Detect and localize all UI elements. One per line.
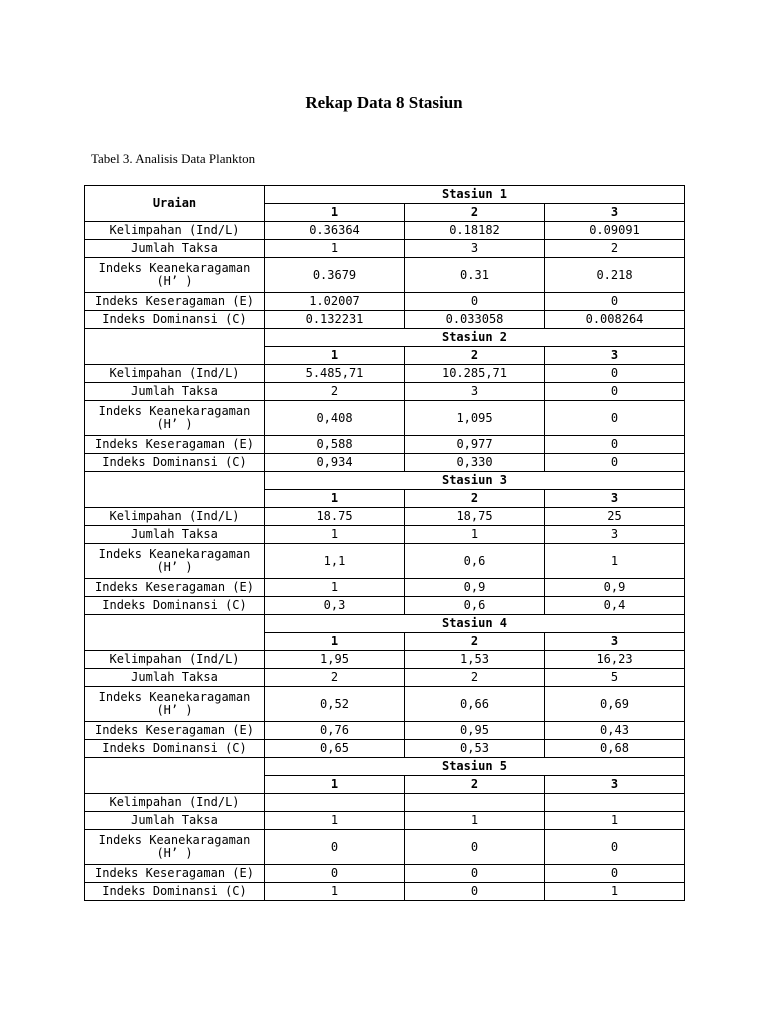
table-row	[85, 865, 685, 883]
value-cell: 0.09091	[545, 222, 685, 240]
value-cell: 0,52	[265, 687, 405, 722]
value-cell: 1	[265, 579, 405, 597]
station-name: Stasiun 4	[265, 615, 685, 633]
empty-header-cell	[85, 472, 265, 508]
value-cell: 1	[545, 544, 685, 579]
row-label: Jumlah Taksa	[85, 240, 265, 258]
value-cell: 0	[545, 436, 685, 454]
value-cell: 1,1	[265, 544, 405, 579]
row-label: Indeks Keseragaman (E)	[85, 865, 265, 883]
table-row	[85, 651, 685, 669]
value-cell: 0.132231	[265, 311, 405, 329]
table-row	[85, 830, 685, 865]
table-row	[85, 222, 685, 240]
value-cell: 1,095	[405, 401, 545, 436]
value-cell: 0.033058	[405, 311, 545, 329]
value-cell: 0,6	[405, 597, 545, 615]
value-cell: 2	[265, 383, 405, 401]
value-cell: 2	[265, 669, 405, 687]
value-cell: 0	[545, 830, 685, 865]
table-row	[85, 240, 685, 258]
table-row	[85, 526, 685, 544]
value-cell: 0,3	[265, 597, 405, 615]
station-name: Stasiun 3	[265, 472, 685, 490]
value-cell: 0	[545, 401, 685, 436]
column-number: 3	[545, 490, 685, 508]
value-cell: 1	[265, 883, 405, 901]
value-cell: 0,65	[265, 740, 405, 758]
row-label: Kelimpahan (Ind/L)	[85, 651, 265, 669]
table-row	[85, 293, 685, 311]
value-cell: 0	[545, 454, 685, 472]
row-label: Indeks Keanekaragaman (H’ )	[85, 830, 265, 865]
value-cell: 0.008264	[545, 311, 685, 329]
value-cell: 0,43	[545, 722, 685, 740]
row-label: Kelimpahan (Ind/L)	[85, 794, 265, 812]
value-cell: 0,95	[405, 722, 545, 740]
column-number: 2	[405, 204, 545, 222]
value-cell: 0,977	[405, 436, 545, 454]
table-row	[85, 740, 685, 758]
value-cell	[545, 794, 685, 812]
table-row	[85, 794, 685, 812]
column-number: 1	[265, 633, 405, 651]
value-cell: 1	[265, 526, 405, 544]
table-row	[85, 687, 685, 722]
value-cell: 1	[265, 812, 405, 830]
uraian-header: Uraian	[85, 186, 265, 222]
column-number: 2	[405, 490, 545, 508]
value-cell: 0	[405, 865, 545, 883]
column-number: 2	[405, 776, 545, 794]
table-row	[85, 508, 685, 526]
row-label: Kelimpahan (Ind/L)	[85, 508, 265, 526]
value-cell: 3	[545, 526, 685, 544]
value-cell: 0,934	[265, 454, 405, 472]
value-cell: 1	[405, 526, 545, 544]
station-header-row	[85, 615, 685, 633]
value-cell: 1	[265, 240, 405, 258]
value-cell: 0,9	[545, 579, 685, 597]
row-label: Indeks Dominansi (C)	[85, 883, 265, 901]
table-row	[85, 258, 685, 293]
empty-header-cell	[85, 329, 265, 365]
table-row	[85, 383, 685, 401]
value-cell	[405, 794, 545, 812]
row-label: Indeks Keanekaragaman (H’ )	[85, 687, 265, 722]
value-cell: 0,68	[545, 740, 685, 758]
column-number: 3	[545, 776, 685, 794]
empty-header-cell	[85, 758, 265, 794]
station-header-row	[85, 758, 685, 776]
value-cell: 0,53	[405, 740, 545, 758]
column-number: 1	[265, 347, 405, 365]
value-cell: 16,23	[545, 651, 685, 669]
value-cell: 5	[545, 669, 685, 687]
row-label: Indeks Dominansi (C)	[85, 311, 265, 329]
column-number: 1	[265, 490, 405, 508]
row-label: Indeks Dominansi (C)	[85, 454, 265, 472]
column-number: 3	[545, 633, 685, 651]
value-cell: 1	[545, 812, 685, 830]
empty-header-cell	[85, 615, 265, 651]
value-cell: 0	[405, 830, 545, 865]
value-cell: 0	[545, 865, 685, 883]
table-row	[85, 365, 685, 383]
value-cell: 0.3679	[265, 258, 405, 293]
value-cell: 18.75	[265, 508, 405, 526]
value-cell: 0,66	[405, 687, 545, 722]
table-row	[85, 544, 685, 579]
row-label: Indeks Keseragaman (E)	[85, 722, 265, 740]
value-cell: 0	[265, 830, 405, 865]
row-label: Indeks Dominansi (C)	[85, 597, 265, 615]
value-cell: 0,6	[405, 544, 545, 579]
value-cell: 25	[545, 508, 685, 526]
value-cell	[265, 794, 405, 812]
table-row	[85, 883, 685, 901]
row-label: Indeks Keseragaman (E)	[85, 436, 265, 454]
row-label: Jumlah Taksa	[85, 669, 265, 687]
table-caption: Tabel 3. Analisis Data Plankton	[91, 151, 256, 166]
value-cell: 0,9	[405, 579, 545, 597]
row-label: Kelimpahan (Ind/L)	[85, 222, 265, 240]
value-cell: 1	[405, 812, 545, 830]
value-cell: 0.31	[405, 258, 545, 293]
column-number: 2	[405, 633, 545, 651]
page-title: Rekap Data 8 Stasiun	[305, 93, 463, 112]
value-cell: 1.02007	[265, 293, 405, 311]
value-cell: 1,53	[405, 651, 545, 669]
value-cell: 5.485,71	[265, 365, 405, 383]
row-label: Jumlah Taksa	[85, 383, 265, 401]
table-row	[85, 812, 685, 830]
station-name: Stasiun 2	[265, 329, 685, 347]
column-number: 1	[265, 776, 405, 794]
value-cell: 0	[545, 293, 685, 311]
row-label: Jumlah Taksa	[85, 526, 265, 544]
value-cell: 0,76	[265, 722, 405, 740]
value-cell: 3	[405, 240, 545, 258]
value-cell: 0,4	[545, 597, 685, 615]
station-header-row	[85, 186, 685, 204]
value-cell: 2	[405, 669, 545, 687]
value-cell: 0	[405, 883, 545, 901]
table-row	[85, 401, 685, 436]
row-label: Indeks Keseragaman (E)	[85, 579, 265, 597]
table-row	[85, 311, 685, 329]
row-label: Indeks Dominansi (C)	[85, 740, 265, 758]
value-cell: 0,330	[405, 454, 545, 472]
value-cell: 3	[405, 383, 545, 401]
value-cell: 10.285,71	[405, 365, 545, 383]
table-row	[85, 454, 685, 472]
table-row	[85, 722, 685, 740]
column-number: 2	[405, 347, 545, 365]
table-row	[85, 436, 685, 454]
table-row	[85, 669, 685, 687]
value-cell: 1	[545, 883, 685, 901]
station-header-row	[85, 329, 685, 347]
column-number: 1	[265, 204, 405, 222]
value-cell: 0	[545, 365, 685, 383]
row-label: Indeks Keanekaragaman (H’ )	[85, 544, 265, 579]
value-cell: 0	[265, 865, 405, 883]
value-cell: 2	[545, 240, 685, 258]
value-cell: 0.218	[545, 258, 685, 293]
value-cell: 0	[545, 383, 685, 401]
table-row	[85, 579, 685, 597]
row-label: Jumlah Taksa	[85, 812, 265, 830]
value-cell: 0,588	[265, 436, 405, 454]
value-cell: 0.18182	[405, 222, 545, 240]
column-number: 3	[545, 347, 685, 365]
value-cell: 0	[405, 293, 545, 311]
row-label: Indeks Keanekaragaman (H’ )	[85, 401, 265, 436]
station-name: Stasiun 5	[265, 758, 685, 776]
station-header-row	[85, 472, 685, 490]
plankton-data-table	[84, 185, 685, 901]
value-cell: 1,95	[265, 651, 405, 669]
value-cell: 18,75	[405, 508, 545, 526]
station-name: Stasiun 1	[265, 186, 685, 204]
value-cell: 0.36364	[265, 222, 405, 240]
row-label: Indeks Keanekaragaman (H’ )	[85, 258, 265, 293]
table-row	[85, 597, 685, 615]
value-cell: 0,408	[265, 401, 405, 436]
row-label: Kelimpahan (Ind/L)	[85, 365, 265, 383]
value-cell: 0,69	[545, 687, 685, 722]
column-number: 3	[545, 204, 685, 222]
row-label: Indeks Keseragaman (E)	[85, 293, 265, 311]
